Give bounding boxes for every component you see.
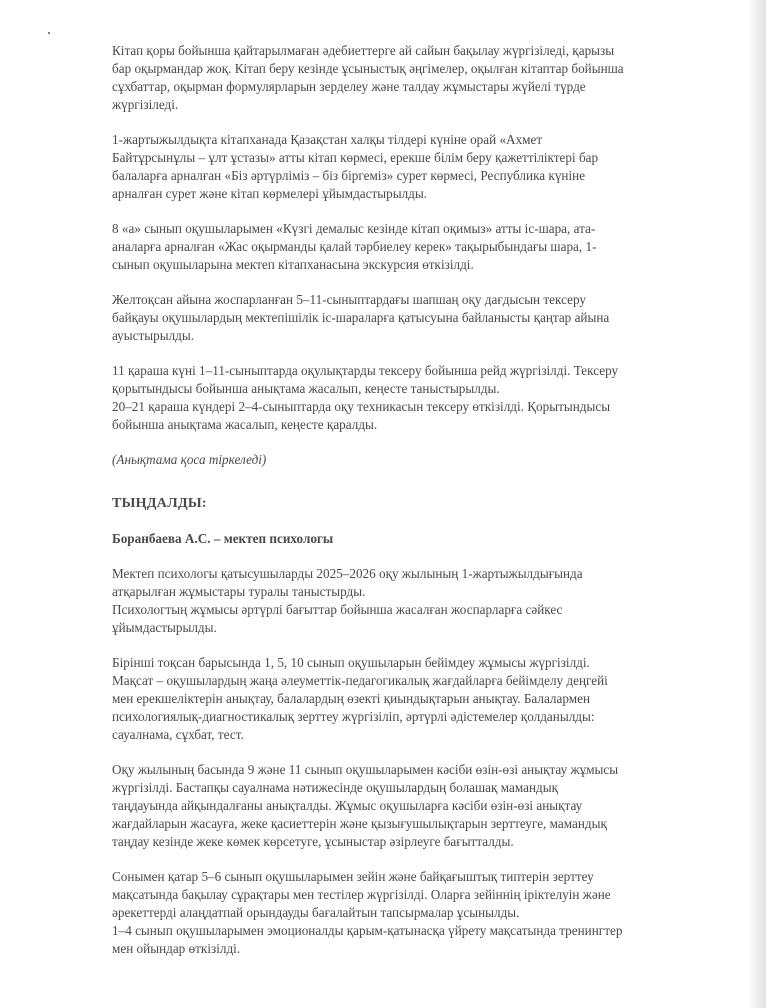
text-line: психологиялық-диагностикалық зерттеу жүргізіліп, әртүрлі әдістемелер қолданылды: bbox=[112, 709, 595, 724]
text-line: жағдайларын жасауға, жеке қасиеттерін және қызығушылықтарын зерттеуге, мамандық bbox=[112, 816, 607, 831]
speaker-name: Боранбаева А.С. – мектеп психологы bbox=[112, 531, 334, 546]
text-line: 8 «а» сынып оқушыларымен «Күзгі демалыс кезінде кітап оқимыз» атты іс-шара, ата- bbox=[112, 221, 596, 236]
document-body bbox=[112, 42, 704, 975]
text-line: балаларға арналған «Біз әртүрліміз – біз біргеміз» сурет көрмесі, Республика күніне bbox=[112, 168, 586, 183]
scan-speck bbox=[48, 32, 50, 34]
section-heading: ТЫҢДАЛДЫ: bbox=[112, 496, 207, 511]
text-line: жүргізіледі. bbox=[112, 97, 179, 112]
text-line: ұйымдастырылды. bbox=[112, 620, 217, 635]
paragraph-psychologist-intro bbox=[112, 565, 704, 637]
text-line: сұхбаттар, оқырман формулярларын зерделеу және талдау жұмыстары жүйелі түрде bbox=[112, 79, 586, 94]
text-line: 1–4 сынып оқушыларымен эмоционалды қарым-қатынасқа үйрету мақсатында тренингтер bbox=[112, 923, 623, 938]
text-line: Психологтың жұмысы әртүрлі бағыттар бойынша жасалған жоспарларға сәйкес bbox=[112, 602, 563, 617]
paragraph-adaptation bbox=[112, 654, 704, 744]
text-line: Мақсат – оқушылардың жаңа әлеуметтік-педагогикалық жағдайларға бейімделу деңгейі bbox=[112, 673, 608, 688]
text-line: 1-жартыжылдықта кітапханада Қазақстан халқы тілдері күніне орай «Ахмет bbox=[112, 132, 543, 147]
text-line: Бірінші тоқсан барысында 1, 5, 10 сынып оқушыларын бейімдеу жұмысы жүргізілді. bbox=[112, 655, 590, 670]
text-line: мақсатында бақылау сұрақтары мен тестілер жүргізілді. Оларға зейіннің іріктелуін және bbox=[112, 887, 611, 902]
text-line: бойынша анықтама жасалып, кеңесте қаралды. bbox=[112, 417, 378, 432]
paragraph-returns-control bbox=[112, 42, 704, 114]
text-line: әрекеттерді алаңдатпай орындауды бағалайтын тапсырмалар ұсынылды. bbox=[112, 905, 520, 920]
text-line: 11 қараша күні 1–11-сыныптарда оқулықтарды тексеру бойынша рейд жүргізілді. Тексеру bbox=[112, 363, 619, 378]
text-line: Оқу жылының басында 9 және 11 сынып оқушыларымен кәсіби өзін-өзі анықтау жұмысы bbox=[112, 762, 619, 777]
attachment-note: (Анықтама қоса тіркеледі) bbox=[112, 452, 267, 467]
paragraph-reading-contest bbox=[112, 291, 704, 345]
text-line: сауалнама, сұхбат, тест. bbox=[112, 727, 244, 742]
text-line: сынып оқушыларына мектеп кітапханасына экскурсия өткізілді. bbox=[112, 257, 474, 272]
text-line: ауыстырылды. bbox=[112, 328, 195, 343]
text-line: мен ойындар өткізілді. bbox=[112, 941, 241, 956]
text-line: Байтұрсынұлы – ұлт ұстазы» атты кітап көрмесі, ерекше білім беру қажеттіліктері бар bbox=[112, 150, 599, 165]
text-line: Кітап қоры бойынша қайтарылмаған әдебиеттерге ай сайын бақылау жүргізіледі, қарызы bbox=[112, 43, 615, 58]
text-line: таңдауында айқындалғаны анықталды. Жұмыс оқушыларға кәсіби өзін-өзі анықтау bbox=[112, 798, 583, 813]
paragraph-exhibitions bbox=[112, 131, 704, 203]
text-line: Мектеп психологы қатысушыларды 2025–2026 оқу жылының 1-жартыжылдығында bbox=[112, 566, 583, 581]
text-line: байқауы оқушылардың мектепішілік іс-шараларға қатысуына байланысты қаңтар айына bbox=[112, 310, 610, 325]
paragraph-textbook-raid bbox=[112, 362, 704, 434]
text-line: Желтоқсан айына жоспарланған 5–11-сыныптардағы шапшаң оқу дағдысын тексеру bbox=[112, 292, 586, 307]
paragraph-career-guidance bbox=[112, 761, 704, 851]
text-line: Сонымен қатар 5–6 сынып оқушыларымен зейін және байқағыштық типтерін зерттеу bbox=[112, 869, 594, 884]
paragraph-events bbox=[112, 220, 704, 274]
text-line: қорытындысы бойынша анықтама жасалып, кеңесте таныстырылды. bbox=[112, 381, 500, 396]
text-line: 20–21 қараша күндері 2–4-сыныптарда оқу техникасын тексеру өткізілді. Қорытындысы bbox=[112, 399, 611, 414]
text-line: мен ерекшеліктерін анықтау, балалардың өзекті қиындықтарын анықтау. Балалармен bbox=[112, 691, 591, 706]
text-line: арналған сурет және кітап көрмелері ұйымдастырылды. bbox=[112, 186, 428, 201]
text-line: таңдау кезінде жеке көмек көрсетуге, ұсыныстар әзірлеуге бағытталды. bbox=[112, 834, 514, 849]
text-line: жүргізілді. Бастапқы сауалнама нәтижесінде оқушылардың болашақ мамандық bbox=[112, 780, 558, 795]
page-edge-shadow bbox=[748, 0, 766, 1008]
text-line: атқарылған жұмыстары туралы таныстырды. bbox=[112, 584, 366, 599]
text-line: аналарға арналған «Жас оқырманды қалай тәрбиелеу керек» тақырыбындағы шара, 1- bbox=[112, 239, 597, 254]
text-line: бар оқырмандар жоқ. Кітап беру кезінде ұсыныстық әңгімелер, оқылған кітаптар бойынша bbox=[112, 61, 624, 76]
paragraph-attention-tests bbox=[112, 868, 704, 958]
